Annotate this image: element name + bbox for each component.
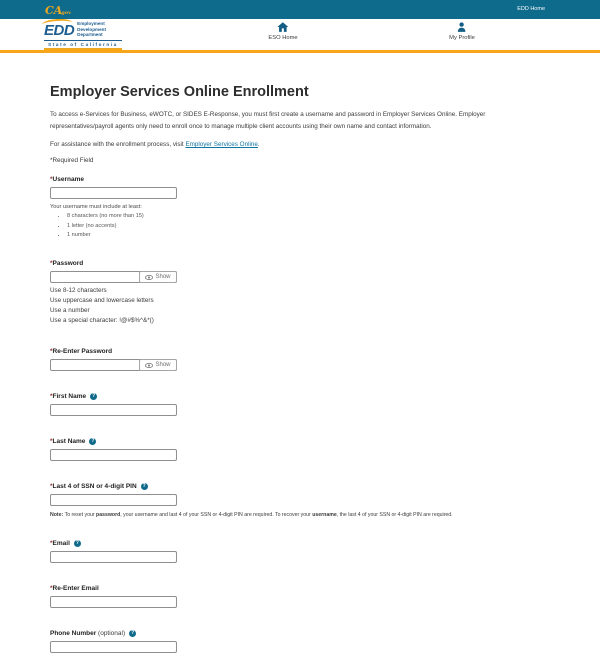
edd-logo-line: Development [77,26,107,32]
edd-logo-line: Employment [77,21,105,26]
username-label: *Username [50,175,84,183]
password-hints [50,286,550,326]
required-marker: * [50,175,53,183]
ssn-pin-input[interactable] [50,494,177,506]
intro-text: To access e-Services for Business, eWOTC, or SIDES E-Response, you must first create a username and password in Employer Services Online. Employer representatives/payroll agents only need to enroll once to manage multiple client accounts using their own name and contact information. [50,111,486,130]
required-field-note: *Required Field [50,156,94,164]
password-hint-item: Use uppercase and lowercase letters [50,297,154,305]
last-name-help-icon[interactable]: ? [91,438,95,445]
cagov-logo-ca: CA [45,4,63,17]
username-hint-item: • 1 letter (no accents) [67,223,550,229]
username-hint-item: • 8 characters (no more than 15) [67,213,550,219]
email-help-icon[interactable]: ? [75,540,79,547]
last-name-field-group [50,438,550,461]
edd-logo[interactable] [44,21,122,50]
username-hint-title: Your username must include at least: [50,203,142,210]
required-marker: * [50,438,53,446]
last-name-input[interactable] [50,449,177,461]
nav-item-eso-home[interactable] [268,22,297,41]
first-name-label: *First Name ? [50,393,96,401]
first-name-help-icon[interactable]: ? [92,393,96,400]
nav-item-my-profile[interactable] [449,22,475,41]
password-hint-item: Use 8-12 characters [50,287,107,295]
gold-divider [0,50,600,53]
first-name-field-group [50,393,550,416]
reenter-password-field-group [50,348,550,371]
required-marker: * [50,393,53,401]
first-name-input[interactable] [50,404,177,416]
assistance-text [50,141,550,148]
username-hint-list [50,213,550,238]
eye-icon [145,275,153,280]
phone-help-icon[interactable]: ? [131,630,135,637]
eye-icon [145,363,153,368]
main-content [0,84,600,653]
show-reenter-password-button[interactable] [139,359,177,371]
ssn-pin-help-icon[interactable]: ? [142,483,146,490]
last-name-label: *Last Name ? [50,438,95,446]
assistance-suffix: . [257,140,260,148]
password-field-group [50,260,550,326]
edd-logo-tagline: State of California [44,40,122,50]
assistance-prefix: For assistance with the enrollment process, visit [50,140,186,148]
nav-label-my-profile: My Profile [449,35,475,41]
reenter-email-input[interactable] [50,596,177,608]
ssn-pin-label: *Last 4 of SSN or 4-digit PIN ? [50,483,146,491]
person-icon [457,22,468,32]
nav-label-eso-home: ESO Home [268,35,298,41]
page-title: Employer Services Online Enrollment [50,84,309,100]
username-input[interactable] [50,187,177,199]
reenter-email-label: *Re-Enter Email [50,585,99,593]
phone-label: Phone Number (optional) ? [50,630,135,638]
phone-field-group [50,630,550,653]
password-hint-item: Use a special character: !@#$%^&*() [50,317,154,325]
home-icon [277,22,288,32]
site-header [0,19,600,50]
required-marker: * [50,540,53,548]
required-marker: * [50,483,53,491]
required-marker: * [50,348,53,356]
reenter-password-label: *Re-Enter Password [50,348,113,356]
required-marker: * [50,585,53,593]
email-input[interactable] [50,551,177,563]
reenter-email-field-group [50,585,550,608]
username-field-group [50,176,550,239]
password-hint-item: Use a number [50,307,90,315]
cagov-logo[interactable] [45,1,71,17]
required-marker: * [50,260,53,268]
show-label: Show [155,274,171,281]
edd-logo-acronym: EDD [44,22,75,40]
email-field-group [50,540,550,563]
top-utility-bar [0,0,600,19]
employer-services-online-link[interactable]: Employer Services Online [185,140,258,148]
password-label: *Password [50,260,84,268]
ssn-pin-note: Note: To reset your password, your username and last 4 of your SSN or 4-digit PIN are required. To recover your username, the last 4 of your SSN or 4-digit PIN are required. [50,512,453,519]
show-label: Show [155,362,171,369]
cagov-logo-gov: gov [61,10,72,16]
phone-input[interactable] [50,641,177,653]
username-hint-item: • 1 number [67,232,550,238]
email-label: *Email ? [50,540,79,548]
edd-home-link[interactable]: EDD Home [517,6,545,12]
show-password-button[interactable] [139,271,177,283]
ssn-pin-field-group [50,483,550,518]
edd-logo-line: Department [77,32,103,38]
